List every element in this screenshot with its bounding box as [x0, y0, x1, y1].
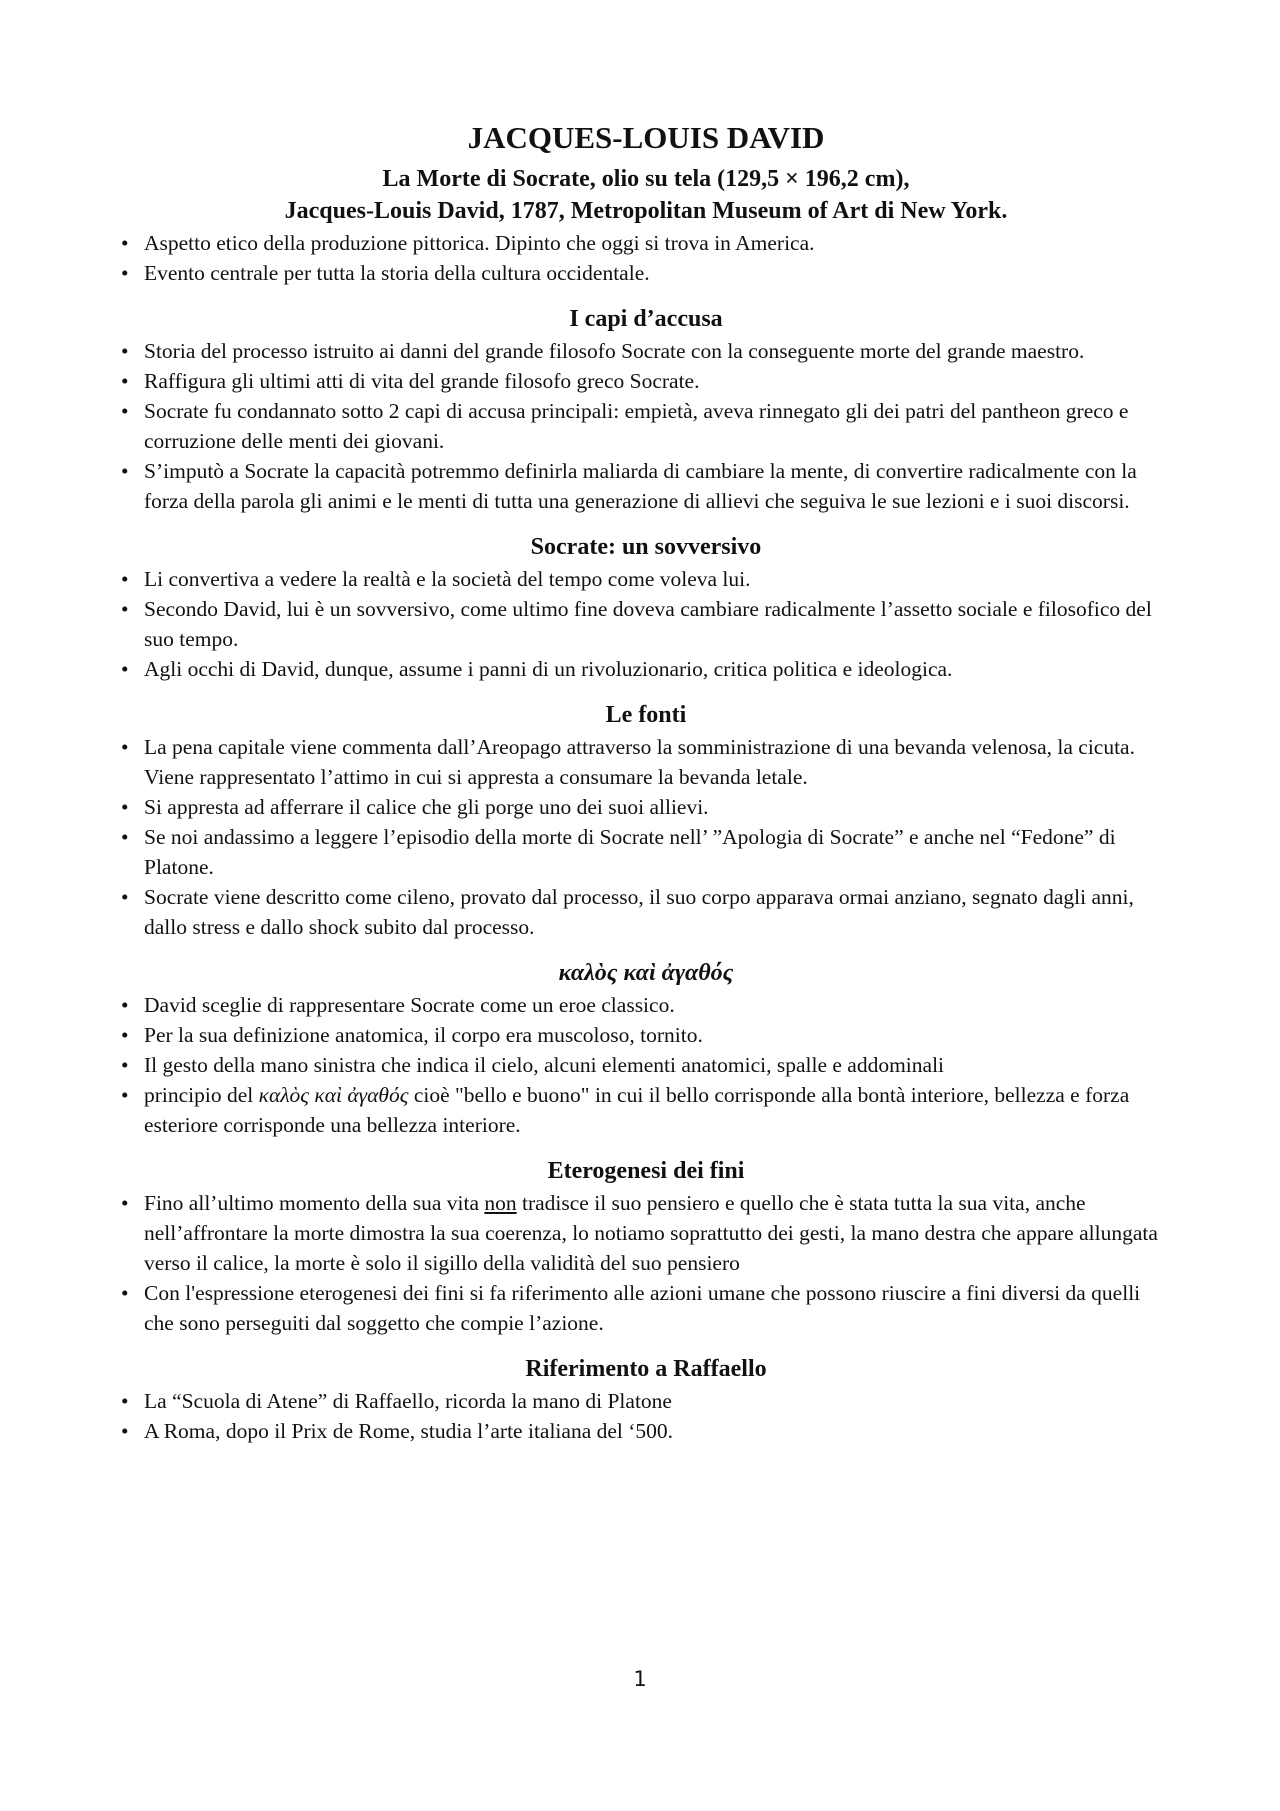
list-item: • Aspetto etico della produzione pittorica. Dipinto che oggi si trova in America.	[121, 228, 1171, 258]
list-item: • Evento centrale per tutta la storia della cultura occidentale.	[121, 258, 1171, 288]
artwork-caption-line-1: La Morte di Socrate, olio su tela (129,5 × 196,2 cm),	[382, 166, 910, 192]
section-heading-raffaello: Riferimento a Raffaello	[525, 1356, 767, 1382]
list-item: • S’imputò a Socrate la capacità potremmo definirla maliarda di cambiare la mente, di convertire radicalmente con la forza della parola gli animi e le menti di tutta una generazione di allievi che seguiva le sue lezioni e i suoi discorsi.	[121, 456, 1171, 516]
list-item	[121, 1188, 1171, 1278]
list-item: • Secondo David, lui è un sovversivo, come ultimo fine doveva cambiare radicalmente l’assetto sociale e filosofico del suo tempo.	[121, 594, 1171, 654]
section-heading-eterogenesi: Eterogenesi dei fini	[547, 1158, 745, 1184]
document-title: JACQUES-LOUIS DAVID	[467, 120, 825, 155]
list-item: • David sceglie di rappresentare Socrate come un eroe classico.	[121, 990, 1171, 1020]
fonti-list	[121, 732, 1171, 942]
text-after: tradisce il suo pensiero e quello che è stata tutta la sua vita, anche nell’affrontare la morte dimostra la sua coerenza, lo notiamo soprattutto dei gesti, la mano destra che appare allungata verso il calice, la morte è solo il sigillo della validità del suo pensiero	[144, 1191, 1158, 1275]
list-item: • Il gesto della mano sinistra che indica il cielo, alcuni elementi anatomici, spalle e addominali	[121, 1050, 1171, 1080]
text-before: Fino all’ultimo momento della sua vita	[144, 1191, 485, 1215]
section-heading-sovversivo: Socrate: un sovversivo	[530, 534, 762, 560]
list-item: • Storia del processo istruito ai danni del grande filosofo Socrate con la conseguente morte del grande maestro.	[121, 336, 1171, 366]
section-heading-capi-accusa: I capi d’accusa	[569, 306, 723, 332]
section-heading-kalos-kagathos: καλὸς καὶ ἀγαθός	[558, 960, 734, 986]
list-item: • La pena capitale viene commenta dall’Areopago attraverso la somministrazione di una bevanda velenosa, la cicuta. Viene rappresentato l’attimo in cui si appresta a consumare la bevanda letale.	[121, 732, 1171, 792]
list-item: • Se noi andassimo a leggere l’episodio della morte di Socrate nell’ ”Apologia di Socrate” e anche nel “Fedone” di Platone.	[121, 822, 1171, 882]
underlined-word: non	[484, 1191, 517, 1215]
list-item: • Con l'espressione eterogenesi dei fini si fa riferimento alle azioni umane che possono riuscire a fini diversi da quelli che sono perseguiti dal soggetto che compie l’azione.	[121, 1278, 1171, 1338]
section-heading-fonti: Le fonti	[605, 702, 687, 728]
kalos-kagathos-list	[121, 990, 1171, 1140]
principle-text-after: cioè "bello e buono" in cui il bello corrisponde alla bontà interiore, bellezza e forza esteriore corrisponde una bellezza interiore.	[144, 1083, 1130, 1137]
list-item: • Raffigura gli ultimi atti di vita del grande filosofo greco Socrate.	[121, 366, 1171, 396]
document-page	[121, 118, 1171, 1446]
eterogenesi-list	[121, 1188, 1171, 1338]
principle-text-before: principio del	[144, 1083, 259, 1107]
greek-phrase: καλὸς καὶ ἀγαθός	[258, 1083, 409, 1107]
list-item: • Agli occhi di David, dunque, assume i panni di un rivoluzionario, critica politica e ideologica.	[121, 654, 1171, 684]
list-item: • La “Scuola di Atene” di Raffaello, ricorda la mano di Platone	[121, 1386, 1171, 1416]
raffaello-list	[121, 1386, 1171, 1446]
list-item: • Socrate fu condannato sotto 2 capi di accusa principali: empietà, aveva rinnegato gli dei patri del pantheon greco e corruzione delle menti dei giovani.	[121, 396, 1171, 456]
list-item: • Si appresta ad afferrare il calice che gli porge uno dei suoi allievi.	[121, 792, 1171, 822]
list-item: • A Roma, dopo il Prix de Rome, studia l’arte italiana del ‘500.	[121, 1416, 1171, 1446]
sovversivo-list	[121, 564, 1171, 684]
capi-accusa-list	[121, 336, 1171, 516]
page-number: 1	[633, 1667, 647, 1691]
artwork-caption-line-2: Jacques-Louis David, 1787, Metropolitan Museum of Art di New York.	[284, 198, 1008, 224]
list-item	[121, 1080, 1171, 1140]
list-item: • Socrate viene descritto come cileno, provato dal processo, il suo corpo apparava ormai anziano, segnato dagli anni, dallo stress e dallo shock subito dal processo.	[121, 882, 1171, 942]
intro-list	[121, 228, 1171, 288]
list-item: • Per la sua definizione anatomica, il corpo era muscoloso, tornito.	[121, 1020, 1171, 1050]
list-item: • Li convertiva a vedere la realtà e la società del tempo come voleva lui.	[121, 564, 1171, 594]
